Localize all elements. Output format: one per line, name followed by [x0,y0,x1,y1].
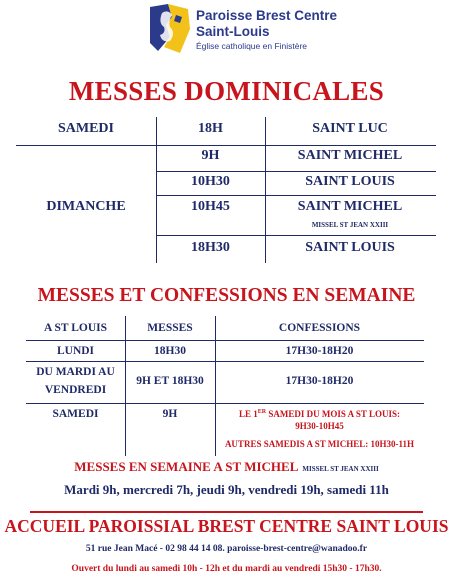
table-rule [156,235,436,236]
accueil-title: ACCUEIL PAROISSIAL BREST CENTRE SAINT LOUIS [4,516,449,536]
day-cell: SAMEDI [57,121,114,136]
time-cell: 9H [201,148,220,163]
parish-brand [196,8,337,52]
accueil-hours: Ouvert du lundi au samedi 10h - 12h et du mardi au vendredi 15h30 - 17h30. [71,564,382,574]
sunday-masses-title: MESSES DOMINICALES [68,76,385,106]
divider [30,511,423,513]
place-cell: SAINT LOUIS [305,240,395,255]
table-rule [16,145,436,146]
confession-cell: 17H30-18H20 [285,345,354,357]
day-cell: DIMANCHE [46,199,126,214]
day-cell-line-1: DU MARDI AU [36,366,115,378]
ordinal-suffix: ER [257,409,267,415]
place-cell: SAINT MICHEL [297,199,403,214]
time-cell: 18H30 [191,240,230,255]
st-michel-title: MESSES EN SEMAINE A ST MICHEL [74,459,299,474]
place-cell: SAINT MICHEL [297,148,403,163]
st-michel-missal-note: MISSEL ST JEAN XXIII [302,465,379,473]
saturday-confession-line-1: LE 1ER SAMEDI DU MOIS A ST LOUIS: [239,409,400,419]
table-rule [156,171,436,172]
st-michel-times: Mardi 9h, mercredi 7h, jeudi 9h, vendredi 19h, samedi 11h [64,482,389,497]
saturday-confession-line-2: 9H30-10H45 [295,421,344,431]
mass-cell: 9H ET 18H30 [136,375,204,387]
brand-line-1: Paroisse Brest Centre [196,8,338,23]
column-header: CONFESSIONS [278,322,361,334]
column-header: A ST LOUIS [43,322,108,334]
st-michel-heading [0,458,453,476]
place-cell: SAINT LOUIS [305,174,395,189]
parish-logo [146,3,192,55]
day-cell: SAMEDI [52,408,99,420]
table-rule [26,340,424,341]
brand-line-3: Église catholique en Finistère [196,41,308,51]
saturday-confession-line-3: AUTRES SAMEDIS A ST MICHEL: 10H30-11H [224,439,415,449]
time-cell: 10H30 [191,174,230,189]
day-cell: LUNDI [56,345,95,357]
time-cell: 10H45 [191,199,230,214]
table-rule [26,361,424,362]
missal-note: MISSEL ST JEAN XXIII [311,221,389,229]
mass-cell: 9H [162,408,178,420]
table-rule [156,195,436,196]
mass-cell: 18H30 [154,345,186,357]
time-cell: 18H [198,121,223,136]
table-rule [26,403,424,404]
accueil-address: 51 rue Jean Macé - 02 98 44 14 08. paroisse-brest-centre@wanadoo.fr [85,544,368,554]
column-header: MESSES [147,322,193,334]
day-cell-line-2: VENDREDI [44,384,107,396]
brand-line-2: Saint-Louis [196,24,270,39]
confession-cell: 17H30-18H20 [285,375,354,387]
weekday-title: MESSES ET CONFESSIONS EN SEMAINE [37,285,416,306]
place-cell: SAINT LUC [312,121,388,136]
